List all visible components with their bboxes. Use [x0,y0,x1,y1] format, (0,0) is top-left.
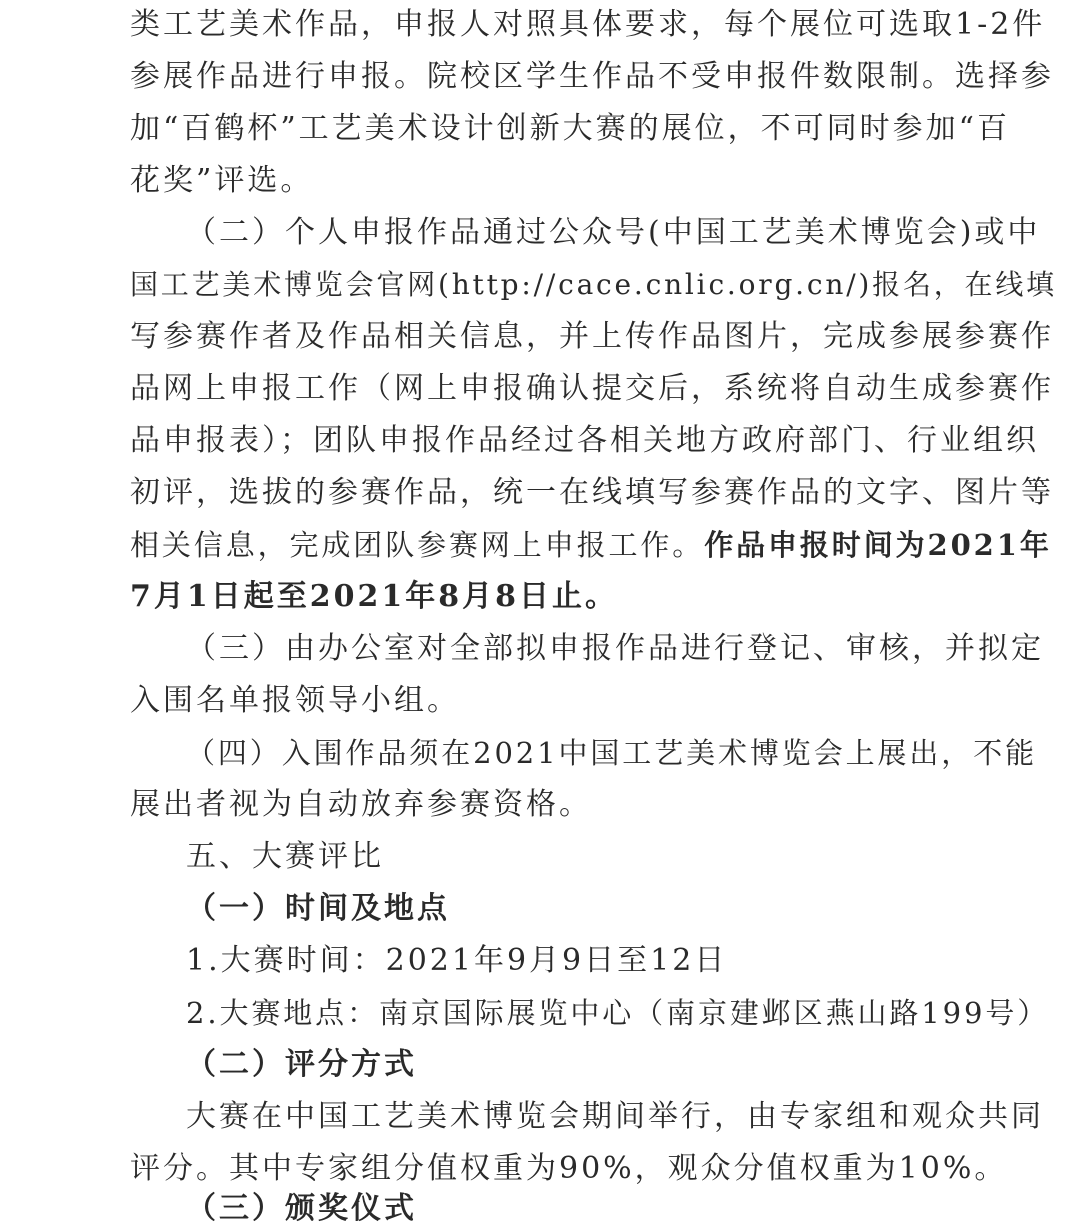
text-line: 评分。其中专家组分值权重为90%，观众分值权重为10%。 [130,1151,1008,1186]
text-line: 参展作品进行申报。院校区学生作品不受申报件数限制。选择参 [130,59,1054,94]
text-line: 国工艺美术博览会官网(http://cace.cnlic.org.cn/)报名，在线填 [130,268,1057,301]
text-line: 加“百鹤杯”工艺美术设计创新大赛的展位，不可同时参加“百 [130,111,1011,146]
deadline-emphasis: 作品申报时间为2021年 [704,528,1052,562]
text-segment: 相关信息，完成团队参赛网上申报工作。 [130,528,705,562]
subsection-heading: （二）评分方式 [186,1047,417,1082]
subsection-heading: （一）时间及地点 [186,891,450,926]
list-item: 1.大赛时间：2021年9月9日至12日 [186,943,728,978]
deadline-emphasis: 7月1日起至2021年8月8日止。 [130,579,618,614]
text-line [130,525,1052,565]
text-line: 展出者视为自动放弃参赛资格。 [130,787,592,822]
text-line: 入围名单报领导小组。 [130,683,460,718]
subsection-heading: （三）颁奖仪式 [186,1191,417,1226]
text-line: （三）由办公室对全部拟申报作品进行登记、审核，并拟定 [186,631,1044,666]
text-line: 花奖”评选。 [130,163,314,198]
text-line: 大赛在中国工艺美术博览会期间举行，由专家组和观众共同 [186,1099,1044,1134]
section-heading: 五、大赛评比 [186,839,384,874]
text-line: 写参赛作者及作品相关信息，并上传作品图片，完成参展参赛作 [130,319,1054,354]
text-line: 初评，选拔的参赛作品，统一在线填写参赛作品的文字、图片等 [130,475,1054,510]
text-line: 品网上申报工作（网上申报确认提交后，系统将自动生成参赛作 [130,371,1054,406]
list-item: 2.大赛地点：南京国际展览中心（南京建邺区燕山路199号） [186,996,1050,1030]
text-line: （二）个人申报作品通过公众号(中国工艺美术博览会)或中 [186,215,1041,250]
text-line: 类工艺美术作品，申报人对照具体要求，每个展位可选取1-2件 [130,7,1046,42]
text-line: （四）入围作品须在2021中国工艺美术博览会上展出，不能 [186,736,1038,770]
text-line: 品申报表）；团队申报作品经过各相关地方政府部门、行业组织 [130,423,1039,458]
